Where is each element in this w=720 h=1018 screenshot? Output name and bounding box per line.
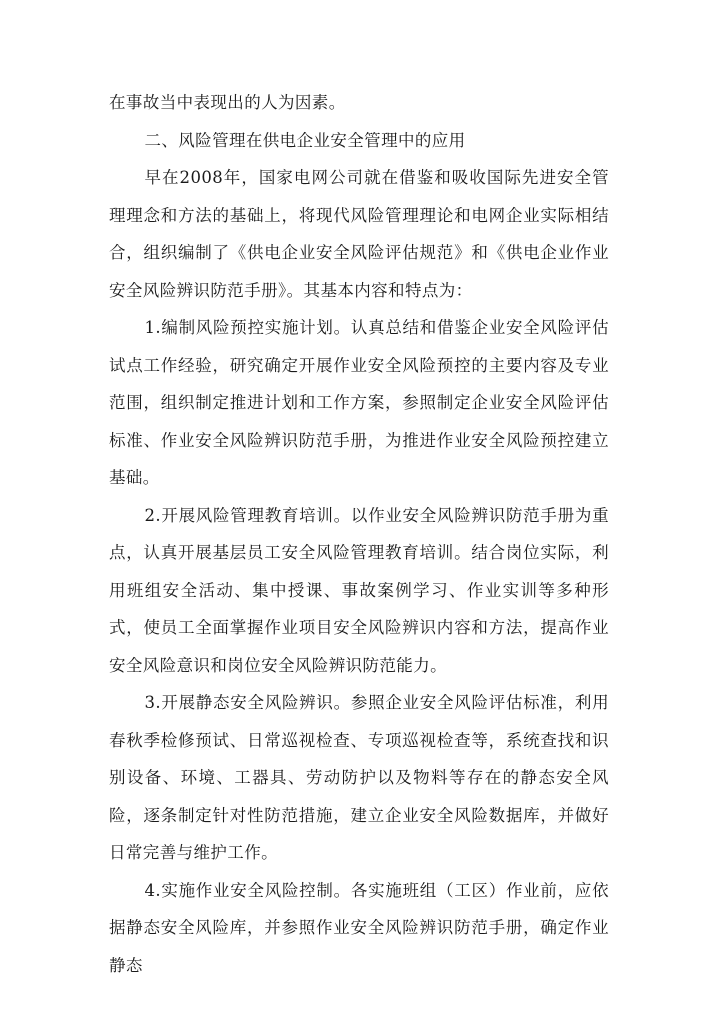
paragraph-item-4: 4.实施作业安全风险控制。各实施班组（工区）作业前，应依据静态安全风险库，并参照作业安全风险辨识防范手册，确定作业静态 xyxy=(109,880,609,975)
paragraph-item-1: 1.编制风险预控实施计划。认真总结和借鉴企业安全风险评估试点工作经验，研究确定开展作业安全风险预控的主要内容及专业范围，组织制定推进计划和工作方案，参照制定企业安全风险评估标准、作业安全风险辨识防范手册，为推进作业安全风险预控建立基础。 xyxy=(109,318,609,487)
paragraph-intro: 早在2008年，国家电网公司就在借鉴和吸收国际先进安全管理理念和方法的基础上，将现代风险管理理论和电网企业实际相结合，组织编制了《供电企业安全风险评估规范》和《供电企业作业安全风险辨识防范手册》。其基本内容和特点为： xyxy=(109,168,609,300)
paragraph-item-3: 3.开展静态安全风险辨识。参照企业安全风险评估标准，利用春秋季检修预试、日常巡视检查、专项巡视检查等，系统查找和识别设备、环境、工器具、劳动防护以及物料等存在的静态安全风险，逐条制定针对性防范措施，建立企业安全风险数据库，并做好日常完善与维护工作。 xyxy=(109,693,609,862)
paragraph-item-2: 2.开展风险管理教育培训。以作业安全风险辨识防范手册为重点，认真开展基层员工安全风险管理教育培训。结合岗位实际，利用班组安全活动、集中授课、事故案例学习、作业实训等多种形式，使员工全面掌握作业项目安全风险辨识内容和方法，提高作业安全风险意识和岗位安全风险辨识防范能力。 xyxy=(109,505,609,675)
section-heading: 二、风险管理在供电企业安全管理中的应用 xyxy=(144,130,466,150)
document-body xyxy=(109,84,609,984)
paragraph-continuation: 在事故当中表现出的人为因素。 xyxy=(109,93,346,112)
